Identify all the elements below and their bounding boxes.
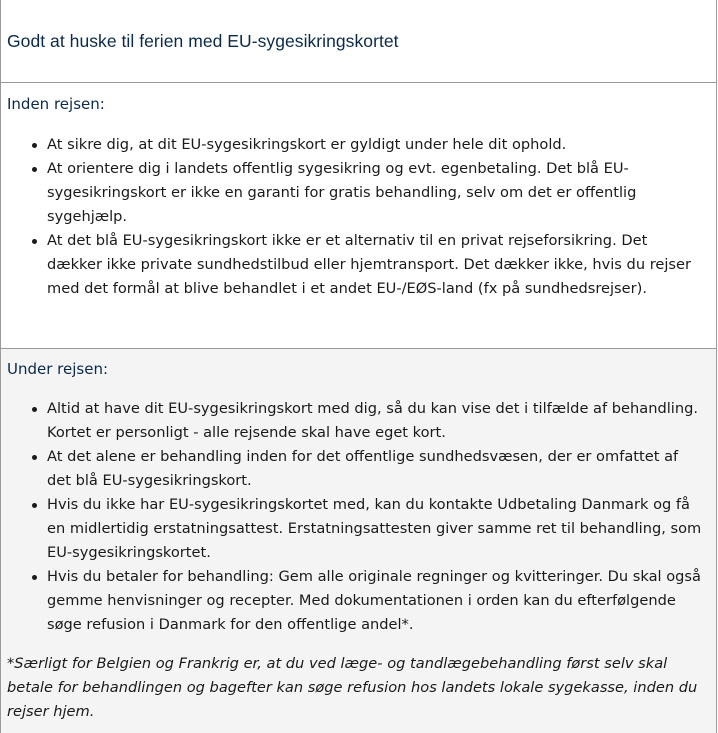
before-trip-heading: Inden rejsen: xyxy=(7,95,105,113)
during-trip-heading: Under rejsen: xyxy=(7,360,109,378)
before-trip-section xyxy=(1,83,716,349)
card-header xyxy=(1,0,716,83)
list-item: At det alene er behandling inden for det offentlige sundhedsvæsen, der er omfattet af det blå EU-sygesikringskort. xyxy=(47,445,710,493)
page-title: Godt at huske til ferien med EU-sygesikringskortet xyxy=(7,31,399,51)
list-item: Hvis du ikke har EU-sygesikringskortet med, kan du kontakte Udbetaling Danmark og få en midlertidig erstatningsattest. Erstatningsattesten giver samme ret til behandling, som EU-sygesikringskortet. xyxy=(47,493,710,565)
list-item: Altid at have dit EU-sygesikringskort med dig, så du kan vise det i tilfælde af behandling. Kortet er personligt - alle rejsende skal have eget kort. xyxy=(47,397,710,445)
list-item: At orientere dig i landets offentlig sygesikring og evt. egenbetaling. Det blå EU-sygesikringskort er ikke en garanti for gratis behandling, selv om det er offentlig sygehjælp. xyxy=(47,157,710,229)
before-trip-list xyxy=(7,133,710,301)
list-item: At det blå EU-sygesikringskort ikke er et alternativ til en privat rejseforsikring. Det dækker ikke private sundhedstilbud eller hjemtransport. Det dækker ikke, hvis du rejser med det formål at blive behandlet i et andet EU-/EØS-land (fx på sundhedsrejser). xyxy=(47,229,710,301)
list-item: At sikre dig, at dit EU-sygesikringskort er gyldigt under hele dit ophold. xyxy=(47,133,710,157)
during-trip-list xyxy=(7,397,710,637)
footnote: *Særligt for Belgien og Frankrig er, at du ved læge- og tandlægebehandling først selv skal betale for behandlingen og bagefter kan søge refusion hos landets lokale sygekasse, inden du rejser hjem. xyxy=(7,655,698,720)
list-item: Hvis du betaler for behandling: Gem alle originale regninger og kvitteringer. Du skal også gemme henvisninger og recepter. Med dokumentationen i orden kan du efterfølgende søge refusion i Danmark for den offentlige andel*. xyxy=(47,565,710,637)
during-trip-section xyxy=(1,349,716,733)
